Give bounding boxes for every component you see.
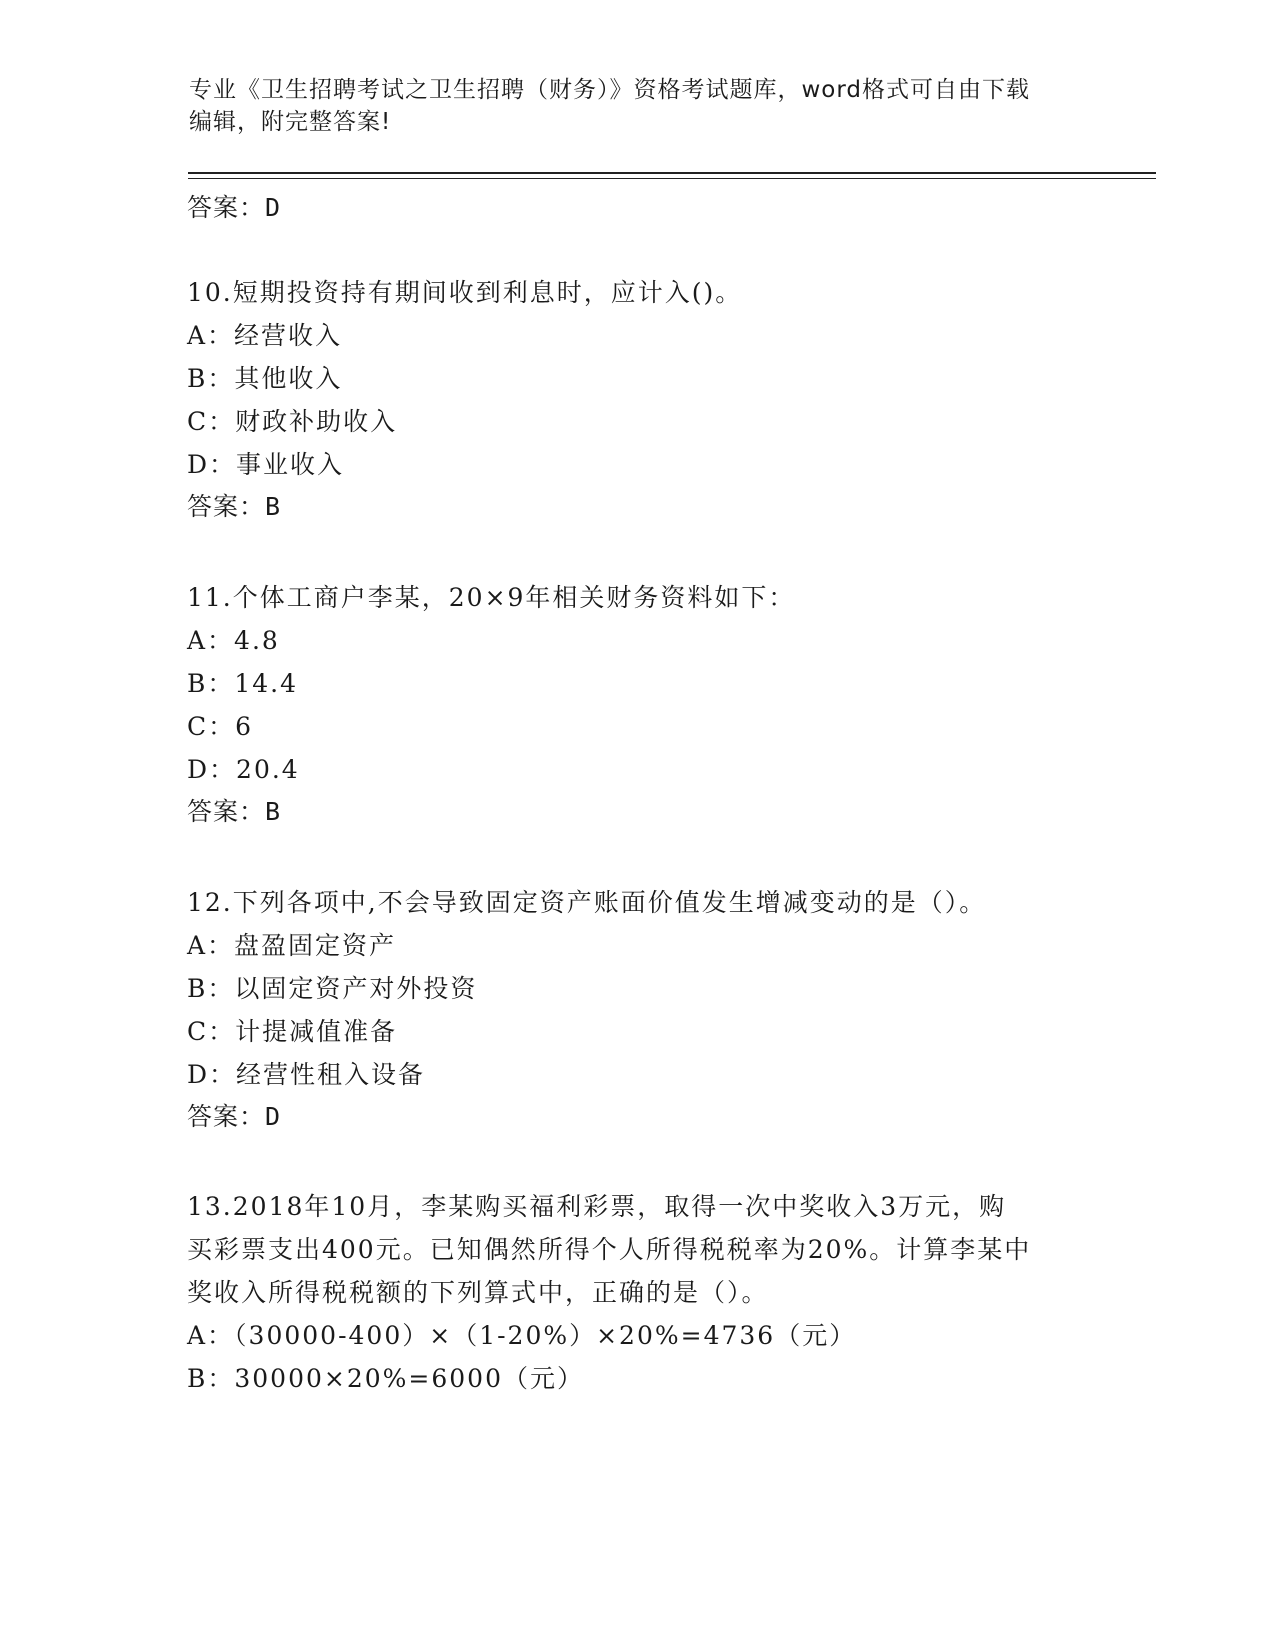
answer-label: 答案： [187,1102,266,1131]
answer-key: B [265,797,282,826]
option-b: B：其他收入 [187,364,343,393]
question-11 [187,575,1087,835]
answer-label: 答案： [187,492,266,521]
question-stem-line-2: 买彩票支出400元。已知偶然所得个人所得税税率为20%。计算李某中 [187,1235,1032,1264]
option-b: B：以固定资产对外投资 [187,974,478,1003]
option-a: A：4.8 [187,626,280,655]
answer-line [187,484,1087,530]
header-rule-top [188,172,1156,174]
question-stem-line-1: 13.2018年10月，李某购买福利彩票，取得一次中奖收入3万元，购 [187,1192,1007,1221]
question-12 [187,880,1087,1140]
answer-line [187,789,1087,835]
question-10 [187,270,1087,530]
option-a: A：经营收入 [187,321,343,350]
question-stem-line-3: 奖收入所得税税额的下列算式中，正确的是（）。 [187,1278,769,1307]
option-c: C：计提减值准备 [187,1017,398,1046]
header-line-1: 专业《卫生招聘考试之卫生招聘（财务）》资格考试题库，word格式可自由下载 [189,77,1031,103]
answer-key: D [265,1102,282,1131]
answer-key: D [265,193,282,222]
option-c: C：6 [187,712,254,741]
question-13 [187,1184,1087,1402]
option-b: B：30000×20%=6000（元） [187,1364,584,1393]
option-d: D：20.4 [187,755,300,784]
answer-key: B [265,492,282,521]
header-rule-bottom [188,178,1156,179]
answer-line [187,1094,1087,1140]
option-c: C：财政补助收入 [187,407,398,436]
question-stem: 11.个体工商户李某，20×9年相关财务资料如下： [187,583,796,612]
option-d: D：经营性租入设备 [187,1060,426,1089]
header-line-2: 编辑，附完整答案! [189,109,392,135]
option-a: A：盘盈固定资产 [187,931,397,960]
question-stem: 10.短期投资持有期间收到利息时，应计入()。 [187,278,743,307]
question-stem: 12.下列各项中,不会导致固定资产账面价值发生增减变动的是（）。 [187,888,987,917]
answer-line-9 [187,188,281,224]
document-header [189,74,1089,138]
option-d: D：事业收入 [187,450,345,479]
option-a: A：（30000-400）×（1-20%）×20%=4736（元） [187,1321,857,1350]
answer-label: 答案： [187,193,266,222]
option-b: B：14.4 [187,669,299,698]
answer-label: 答案： [187,797,266,826]
